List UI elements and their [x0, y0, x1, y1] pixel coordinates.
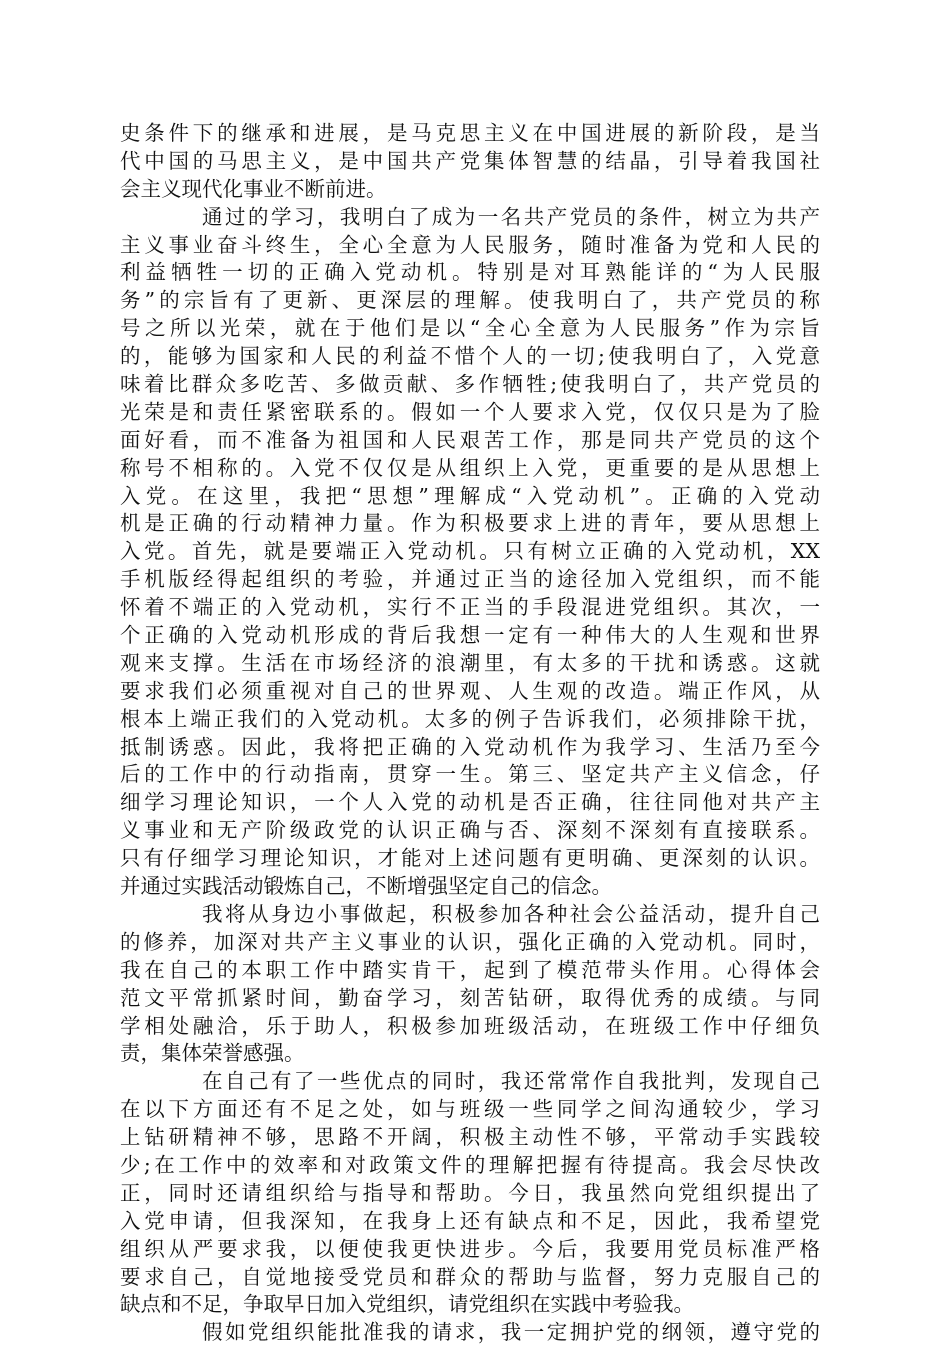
text-line: 只有仔细学习理论知识，才能对上述问题有更明确、更深刻的认识。	[120, 846, 820, 871]
text-line: 要求自己，自觉地接受党员和群众的帮助与监督，努力克服自己的	[120, 1264, 820, 1289]
text-line: 会主义现代化事业不断前进。	[120, 176, 387, 201]
text-line: 学相处融洽，乐于助人，积极参加班级活动，在班级工作中仔细负	[120, 1013, 820, 1038]
text-line: 通过的学习，我明白了成为一名共产党员的条件，树立为共产	[202, 204, 820, 229]
text-line: 入党申请，但我深知，在我身上还有缺点和不足，因此，我希望党	[120, 1208, 820, 1233]
text-line: 细学习理论知识，一个人入党的动机是否正确，往往同他对共产主	[120, 790, 820, 815]
text-line: 观来支撑。生活在市场经济的浪潮里，有太多的干扰和诱惑。这就	[120, 650, 820, 675]
text-line: 范文平常抓紧时间，勤奋学习，刻苦钻研，取得优秀的成绩。与同	[120, 985, 820, 1010]
text-line: 个正确的入党动机形成的背后我想一定有一种伟大的人生观和世界	[120, 623, 820, 648]
text-line: 缺点和不足，争取早日加入党组织，请党组织在实践中考验我。	[120, 1292, 694, 1317]
text-line: 我在自己的本职工作中踏实肯干，起到了模范带头作用。心得体会	[120, 957, 820, 982]
text-line: 要求我们必须重视对自己的世界观、人生观的改造。端正作风，从	[120, 678, 820, 703]
text-line: 根本上端正我们的入党动机。太多的例子告诉我们，必须排除干扰，	[120, 706, 820, 731]
text-line: 入党。首先，就是要端正入党动机。只有树立正确的入党动机，XX	[120, 539, 820, 564]
text-line: 史条件下的继承和进展，是马克思主义在中国进展的新阶段，是当	[120, 121, 820, 145]
text-line: 代中国的马思主义，是中国共产党集体智慧的结晶，引导着我国社	[120, 148, 820, 173]
text-line: 称号不相称的。入党不仅仅是从组织上入党，更重要的是从思想上	[120, 455, 820, 480]
document-body-text	[120, 120, 820, 1347]
text-line: 光荣是和责任紧密联系的。假如一个人要求入党，仅仅只是为了脸	[120, 399, 820, 424]
text-line: 并通过实践活动锻炼自己，不断增强坚定自己的信念。	[120, 874, 612, 899]
text-line: 我将从身边小事做起，积极参加各种社会公益活动，提升自己	[202, 901, 820, 926]
text-line: 正，同时还请组织给与指导和帮助。今日，我虽然向党组织提出了	[120, 1180, 820, 1205]
text-line: 抵制诱惑。因此，我将把正确的入党动机作为我学习、生活乃至今	[120, 734, 820, 759]
text-line: 组织从严要求我，以便使我更快进步。今后，我要用党员标准严格	[120, 1236, 820, 1261]
text-line: 怀着不端正的入党动机，实行不正当的手段混进党组织。其次，一	[120, 595, 820, 620]
text-line: 味着比群众多吃苦、多做贡献、多作牺牲;使我明白了，共产党员的	[120, 372, 820, 397]
text-line: 主义事业奋斗终生，全心全意为人民服务，随时准备为党和人民的	[120, 232, 820, 257]
text-line: 责，集体荣誉感强。	[120, 1041, 305, 1066]
text-line: 手机版经得起组织的考验，并通过正当的途径加入党组织，而不能	[120, 567, 820, 592]
text-line: 上钻研精神不够，思路不开阔，积极主动性不够，平常动手实践较	[120, 1125, 820, 1150]
text-line: 假如党组织能批准我的请求，我一定拥护党的纲领，遵守党的	[202, 1320, 820, 1345]
text-line: 面好看，而不准备为祖国和人民艰苦工作，那是同共产党员的这个	[120, 427, 820, 452]
text-line: 号之所以光荣，就在于他们是以“全心全意为人民服务”作为宗旨	[120, 316, 820, 341]
text-line: 在自己有了一些优点的同时，我还常常作自我批判，发现自己	[202, 1069, 820, 1094]
text-line: 少;在工作中的效率和对政策文件的理解把握有待提高。我会尽快改	[120, 1152, 820, 1177]
text-line: 务”的宗旨有了更新、更深层的理解。使我明白了，共产党员的称	[120, 288, 820, 313]
text-line: 后的工作中的行动指南，贯穿一生。第三、坚定共产主义信念，仔	[120, 762, 820, 787]
text-line: 在以下方面还有不足之处，如与班级一些同学之间沟通较少，学习	[120, 1097, 820, 1122]
text-line: 义事业和无产阶级政党的认识正确与否、深刻不深刻有直接联系。	[120, 818, 820, 843]
text-line: 机是正确的行动精神力量。作为积极要求上进的青年，要从思想上	[120, 511, 820, 536]
text-line: 的修养，加深对共产主义事业的认识，强化正确的入党动机。同时，	[120, 929, 820, 954]
text-line: 利益牺牲一切的正确入党动机。特别是对耳熟能详的“为人民服	[120, 260, 820, 285]
text-line: 入党。在这里，我把“思想”理解成“入党动机”。正确的入党动	[120, 483, 820, 508]
text-line: 的，能够为国家和人民的利益不惜个人的一切;使我明白了，入党意	[120, 344, 820, 369]
